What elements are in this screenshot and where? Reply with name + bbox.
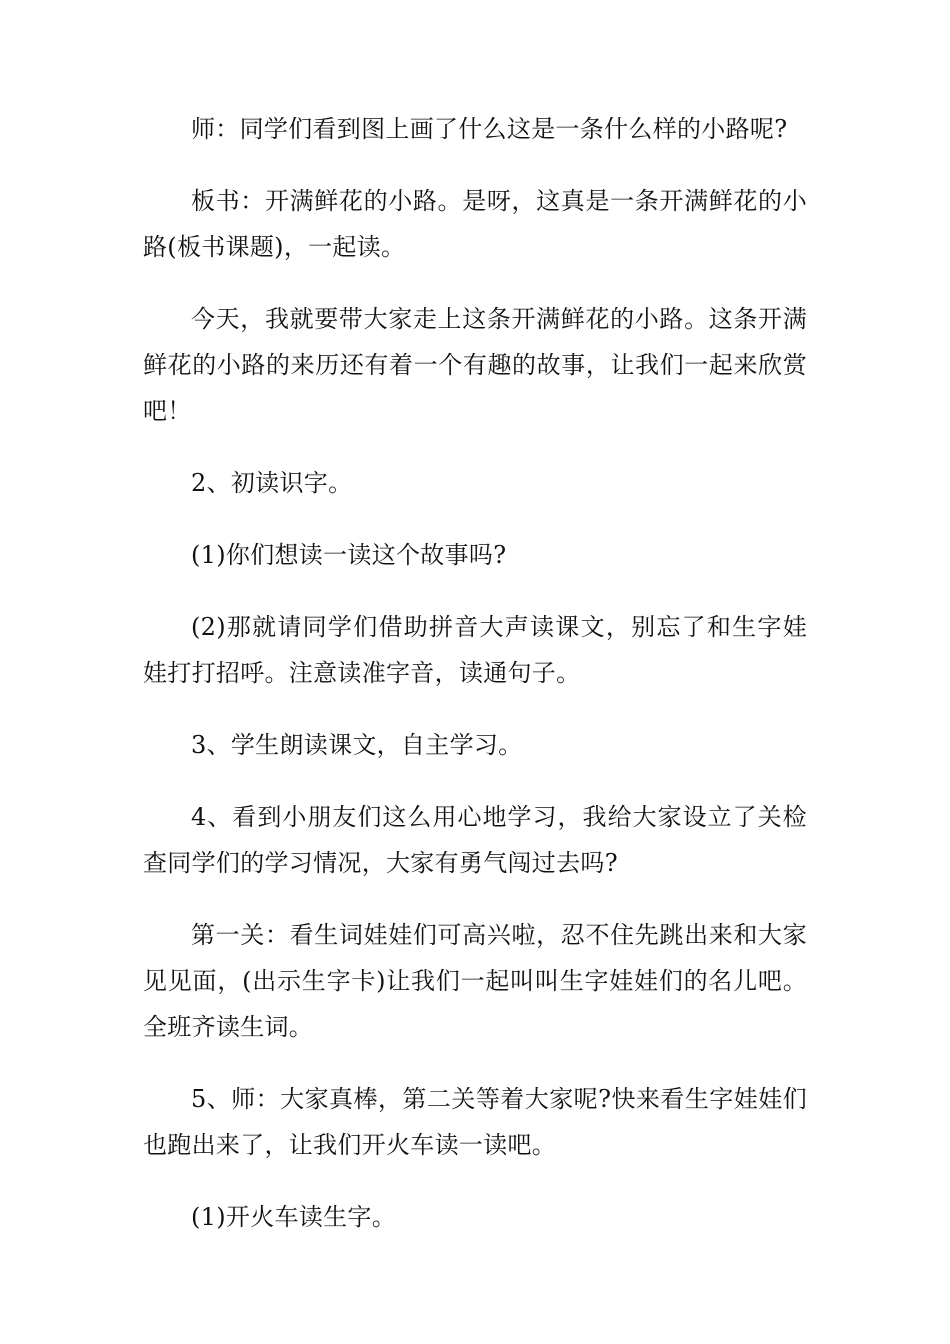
paragraph-step-2-heading: 2、初读识字。: [191, 469, 353, 497]
paragraph-teacher-question: 师：同学们看到图上画了什么这是一条什么样的小路呢?: [191, 115, 788, 143]
paragraph-level-one: 第一关：看生词娃娃们可高兴啦，忍不住先跳出来和大家见见面，(出示生字卡)让我们一起叫叫生字娃娃们的名儿吧。全班齐读生词。: [143, 921, 807, 1041]
paragraph-step-3: 3、学生朗读课文，自主学习。: [191, 731, 523, 759]
document-body: [143, 106, 807, 1266]
paragraph-introduction: 今天，我就要带大家走上这条开满鲜花的小路。这条开满鲜花的小路的来历还有着一个有趣的故事，让我们一起来欣赏吧！: [143, 305, 807, 425]
paragraph-step-4: 4、看到小朋友们这么用心地学习，我给大家设立了关检查同学们的学习情况，大家有勇气闯过去吗?: [143, 803, 807, 877]
paragraph-step-5-item-1: (1)开火车读生字。: [191, 1203, 396, 1231]
paragraph-blackboard-title: 板书：开满鲜花的小路。是呀，这真是一条开满鲜花的小路(板书课题)，一起读。: [143, 187, 807, 261]
paragraph-step-2-item-1: (1)你们想读一读这个故事吗?: [191, 541, 507, 569]
paragraph-step-2-item-2: (2)那就请同学们借助拼音大声读课文，别忘了和生字娃娃打打招呼。注意读准字音，读通句子。: [143, 613, 807, 687]
paragraph-step-5: 5、师：大家真棒，第二关等着大家呢?快来看生字娃娃们也跑出来了，让我们开火车读一读吧。: [143, 1085, 807, 1159]
